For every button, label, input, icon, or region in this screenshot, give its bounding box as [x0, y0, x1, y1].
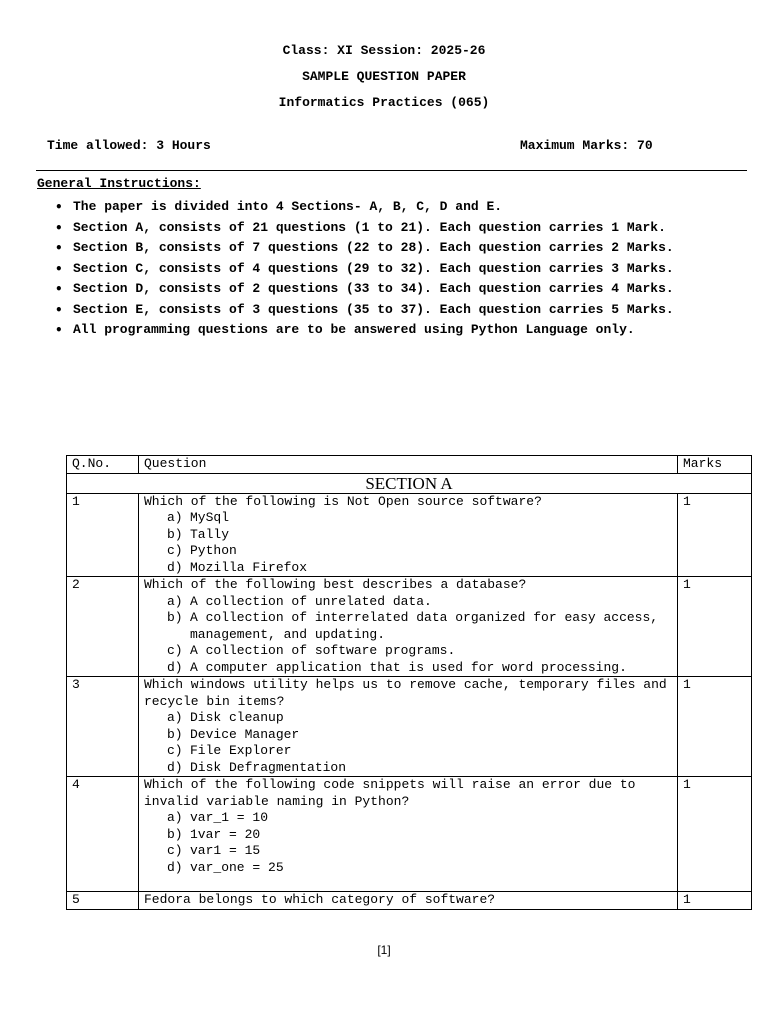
bullet-icon: •	[55, 200, 63, 214]
bullet-icon: •	[55, 323, 63, 337]
option-text: Device Manager	[190, 726, 300, 742]
option-text: Tally	[190, 526, 230, 542]
question-number: 1	[67, 493, 139, 577]
maximum-marks: Maximum Marks: 70	[520, 138, 653, 153]
option-item	[144, 643, 672, 660]
header-marks: Marks	[678, 456, 752, 474]
question-marks: 1	[678, 777, 752, 892]
option-text: Mozilla Firefox	[190, 559, 308, 575]
question-text: Fedora belongs to which category of software?	[144, 892, 496, 907]
instruction-item	[55, 240, 703, 257]
option-letter: b)	[167, 526, 183, 542]
instruction-text: Section A, consists of 21 questions (1 to 21). Each question carries 1 Mark.	[73, 219, 666, 235]
option-item	[144, 543, 672, 560]
question-cell	[139, 677, 678, 777]
option-letter: c)	[167, 543, 183, 558]
section-row	[67, 473, 752, 493]
option-item	[144, 760, 672, 777]
option-text: var1 = 15	[190, 843, 261, 858]
table-row	[67, 493, 752, 577]
instruction-text: Section C, consists of 4 questions (29 to 32). Each question carries 3 Marks.	[73, 260, 674, 276]
instruction-item	[55, 322, 713, 339]
question-marks: 1	[678, 577, 752, 677]
time-allowed: Time allowed: 3 Hours	[47, 138, 211, 153]
header-qno: Q.No.	[67, 456, 139, 474]
option-item	[144, 743, 672, 760]
question-text: Which of the following best describes a database?	[144, 577, 527, 592]
option-item	[144, 594, 672, 611]
option-text: 1var = 20	[190, 826, 261, 842]
option-text: var_one = 25	[190, 859, 284, 875]
header-divider	[36, 170, 747, 171]
option-text: A computer application that is used for word processing.	[190, 659, 627, 675]
table-row	[67, 577, 752, 677]
instruction-text: Section B, consists of 7 questions (22 to 28). Each question carries 2 Marks.	[73, 240, 674, 255]
options-list	[144, 710, 672, 776]
option-item	[144, 810, 672, 827]
option-letter: a)	[167, 510, 183, 525]
option-letter: d)	[167, 859, 183, 875]
instruction-item	[55, 199, 703, 216]
question-marks: 1	[678, 677, 752, 777]
option-letter: b)	[167, 610, 183, 625]
instruction-text: Section E, consists of 3 questions (35 to 37). Each question carries 5 Marks.	[73, 301, 674, 317]
instruction-text: The paper is divided into 4 Sections- A, B, C, D and E.	[73, 199, 503, 214]
option-item	[144, 510, 672, 527]
option-text: MySql	[190, 510, 230, 525]
instruction-item	[55, 261, 703, 278]
class-session-line: Class: XI Session: 2025-26	[282, 43, 486, 58]
option-item	[144, 843, 672, 860]
table-row	[67, 892, 752, 910]
question-marks: 1	[678, 892, 752, 910]
option-letter: a)	[167, 593, 183, 609]
paper-type-title: SAMPLE QUESTION PAPER	[302, 69, 466, 84]
option-letter: b)	[167, 726, 183, 742]
option-item	[144, 827, 672, 844]
instruction-item	[55, 220, 703, 237]
question-text: Which of the following code snippets will raise an error due to invalid variable naming in Python?	[144, 777, 636, 809]
instruction-text: Section D, consists of 2 questions (33 to 34). Each question carries 4 Marks.	[73, 281, 674, 296]
option-item	[144, 727, 672, 744]
option-letter: d)	[167, 559, 183, 575]
table-header-row	[67, 456, 752, 474]
question-cell	[139, 777, 678, 892]
question-number: 4	[67, 777, 139, 892]
question-number: 2	[67, 577, 139, 677]
option-text: Python	[190, 543, 237, 558]
option-item	[144, 560, 672, 577]
question-number: 3	[67, 677, 139, 777]
page-number: [1]	[377, 943, 391, 957]
question-text: Which windows utility helps us to remove cache, temporary files and recycle bin items?	[144, 677, 667, 709]
question-cell	[139, 577, 678, 677]
option-text: var_1 = 10	[190, 810, 269, 825]
option-letter: c)	[167, 843, 183, 858]
option-item	[144, 610, 672, 643]
instructions-heading: General Instructions:	[37, 176, 201, 191]
bullet-icon: •	[55, 302, 63, 317]
options-list	[144, 810, 672, 876]
instruction-item	[55, 281, 703, 298]
question-text: Which of the following is Not Open source software?	[144, 493, 542, 509]
option-letter: d)	[167, 659, 183, 675]
option-item	[144, 860, 672, 877]
bullet-icon: •	[55, 261, 63, 276]
option-text: A collection of unrelated data.	[190, 593, 432, 609]
table-row	[67, 777, 752, 892]
option-letter: c)	[167, 743, 183, 758]
subject-title: Informatics Practices (065)	[278, 95, 490, 110]
option-text: A collection of software programs.	[190, 643, 456, 658]
question-table	[66, 455, 752, 910]
option-text: Disk Defragmentation	[190, 759, 347, 775]
option-letter: a)	[167, 810, 183, 825]
option-text: Disk cleanup	[190, 710, 284, 725]
question-marks: 1	[678, 493, 752, 577]
question-number: 5	[67, 892, 139, 910]
option-letter: a)	[167, 710, 183, 725]
instruction-text: All programming questions are to be answered using Python Language only.	[73, 322, 635, 337]
option-letter: d)	[167, 759, 183, 775]
option-letter: b)	[167, 826, 183, 842]
option-item	[144, 660, 672, 677]
option-letter: c)	[167, 643, 183, 658]
bullet-icon: •	[55, 220, 63, 235]
bullet-icon: •	[55, 282, 63, 296]
option-text: A collection of interrelated data organized for easy access, management, and updating.	[190, 610, 659, 642]
question-cell	[139, 892, 678, 910]
instructions-list	[55, 199, 735, 343]
header-question: Question	[139, 456, 678, 474]
table-row	[67, 677, 752, 777]
question-cell	[139, 493, 678, 577]
option-item	[144, 527, 672, 544]
options-list	[144, 510, 672, 576]
section-title: SECTION A	[67, 473, 752, 493]
option-text: File Explorer	[190, 743, 292, 758]
bullet-icon: •	[55, 241, 63, 255]
options-list	[144, 594, 672, 677]
option-item	[144, 710, 672, 727]
exam-meta-row	[47, 138, 687, 154]
instruction-item	[55, 302, 703, 319]
